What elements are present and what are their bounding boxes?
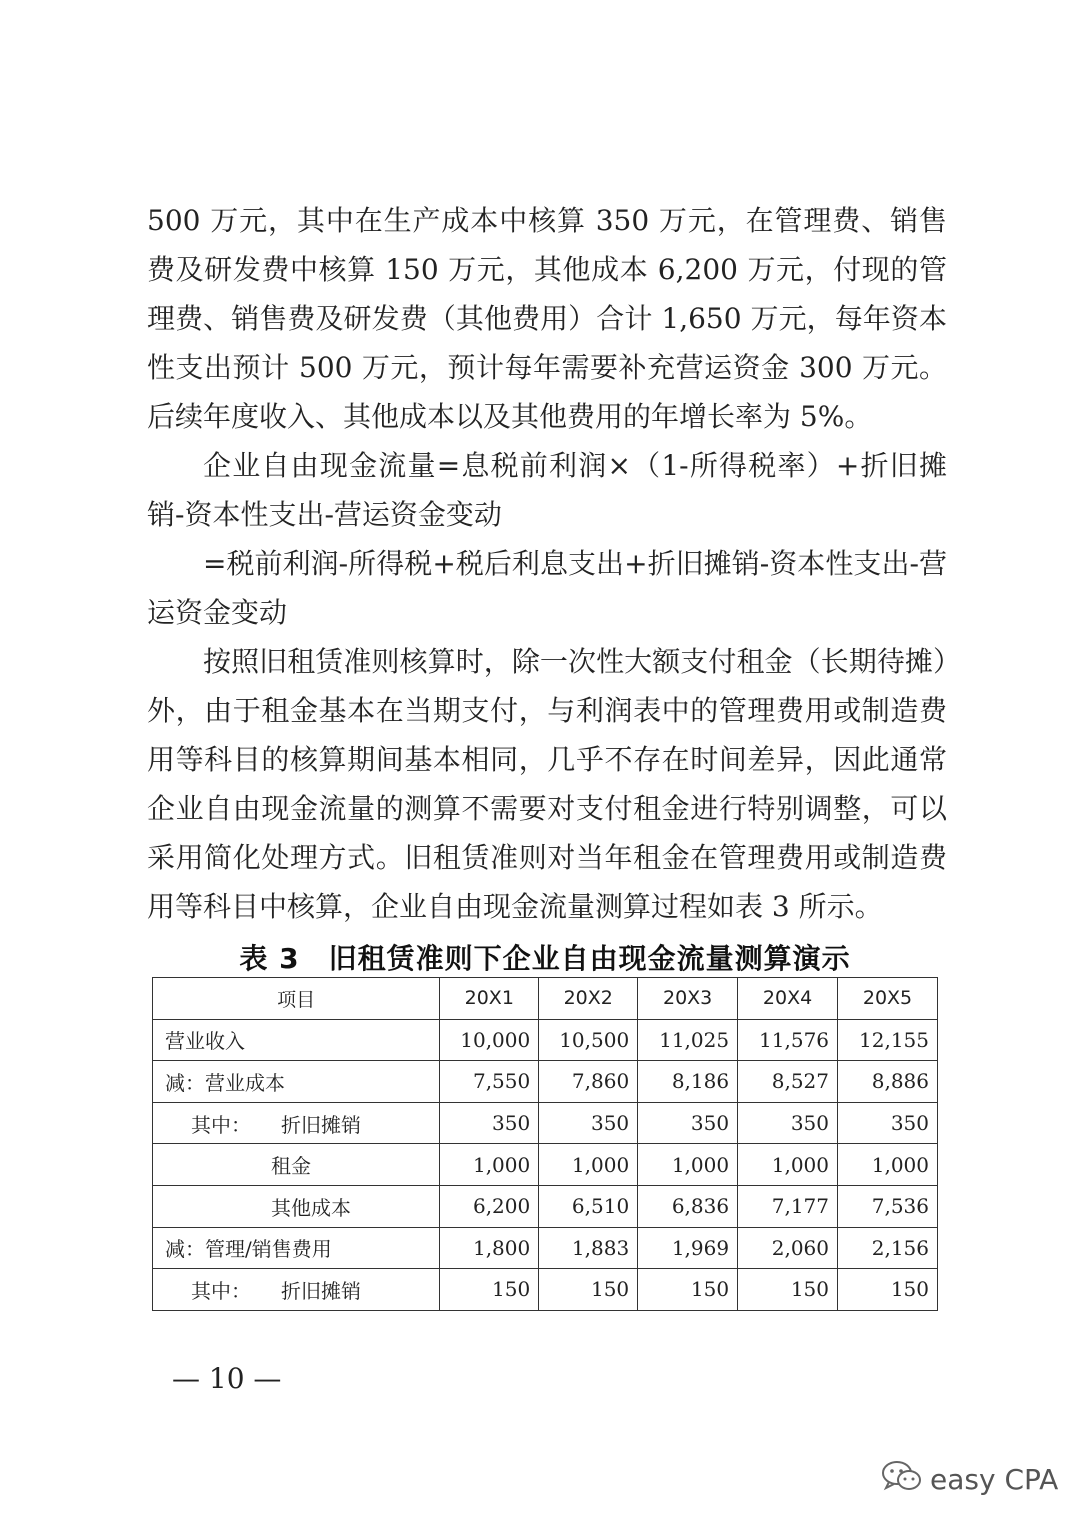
page-number: — 10 — [172, 1362, 282, 1395]
row-label: 其他成本 [153, 1185, 440, 1227]
wechat-icon [880, 1458, 924, 1501]
cell-value: 1,000 [738, 1144, 838, 1186]
cash-flow-table [152, 977, 938, 1311]
cell-value: 350 [738, 1102, 838, 1144]
cell-value: 350 [440, 1102, 539, 1144]
cell-value: 7,860 [539, 1061, 638, 1103]
table-title: 表 3 旧租赁准则下企业自由现金流量测算演示 [239, 942, 851, 975]
row-prefix: 其中： [191, 1278, 251, 1303]
cell-value: 11,025 [638, 1019, 738, 1061]
cell-value: 7,536 [838, 1185, 938, 1227]
cell-value: 1,800 [440, 1227, 539, 1269]
cell-value: 150 [440, 1269, 539, 1311]
watermark-text: easy CPA [930, 1463, 1059, 1496]
cell-value: 8,886 [838, 1061, 938, 1103]
column-header: 20X1 [440, 978, 539, 1020]
column-header: 项目 [153, 978, 440, 1020]
table-row [153, 1019, 938, 1061]
watermark [880, 1458, 1058, 1501]
table-row [153, 1102, 938, 1144]
table-header-row [153, 978, 938, 1020]
paragraph-1: 500 万元，其中在生产成本中核算 350 万元，在管理费、销售费及研发费中核算 150 万元，其他成本 6,200 万元，付现的管理费、销售费及研发费（其他费用）合计 1,650 万元，每年资本性支出预计 500 万元，预计每年需要补充营运资金 300 万元。后续年度收入、其他成本以及其他费用的年增长率为 5%。 [147, 204, 947, 433]
cell-value: 1,000 [838, 1144, 938, 1186]
cell-value: 11,576 [738, 1019, 838, 1061]
cell-value: 2,060 [738, 1227, 838, 1269]
table-row [153, 1227, 938, 1269]
cell-value: 7,550 [440, 1061, 539, 1103]
table-row [153, 1061, 938, 1103]
cell-value: 150 [539, 1269, 638, 1311]
column-header: 20X5 [838, 978, 938, 1020]
cell-value: 10,500 [539, 1019, 638, 1061]
cell-value: 10,000 [440, 1019, 539, 1061]
paragraph-formula-1: 企业自由现金流量=息税前利润×（1-所得税率）+折旧摊销-资本性支出-营运资金变动 [147, 449, 947, 531]
cell-value: 1,000 [539, 1144, 638, 1186]
cell-value: 2,156 [838, 1227, 938, 1269]
row-label: 其中： 折旧摊销 [153, 1102, 440, 1144]
row-label: 减：营业成本 [153, 1061, 440, 1103]
cell-value: 350 [838, 1102, 938, 1144]
cell-value: 1,000 [440, 1144, 539, 1186]
column-header: 20X2 [539, 978, 638, 1020]
row-label: 减：管理/销售费用 [153, 1227, 440, 1269]
cell-value: 350 [638, 1102, 738, 1144]
table-row [153, 1185, 938, 1227]
cell-value: 6,836 [638, 1185, 738, 1227]
column-header: 20X3 [638, 978, 738, 1020]
cell-value: 350 [539, 1102, 638, 1144]
cell-value: 6,510 [539, 1185, 638, 1227]
row-label: 营业收入 [153, 1019, 440, 1061]
cell-value: 1,883 [539, 1227, 638, 1269]
table-row [153, 1144, 938, 1186]
cell-value: 12,155 [838, 1019, 938, 1061]
cell-value: 150 [838, 1269, 938, 1311]
row-label: 租金 [153, 1144, 440, 1186]
row-prefix: 其中： [191, 1112, 251, 1137]
cell-value: 7,177 [738, 1185, 838, 1227]
row-label: 其中： 折旧摊销 [153, 1269, 440, 1311]
paragraph-formula-2: =税前利润-所得税+税后利息支出+折旧摊销-资本性支出-营运资金变动 [147, 547, 947, 629]
cell-value: 6,200 [440, 1185, 539, 1227]
cell-value: 8,186 [638, 1061, 738, 1103]
column-header: 20X4 [738, 978, 838, 1020]
cell-value: 1,969 [638, 1227, 738, 1269]
cell-value: 1,000 [638, 1144, 738, 1186]
cell-value: 8,527 [738, 1061, 838, 1103]
cell-value: 150 [638, 1269, 738, 1311]
paragraph-2: 按照旧租赁准则核算时，除一次性大额支付租金（长期待摊）外，由于租金基本在当期支付，与利润表中的管理费用或制造费用等科目的核算期间基本相同，几乎不存在时间差异，因此通常企业自由现金流量的测算不需要对支付租金进行特别调整，可以采用简化处理方式。旧租赁准则对当年租金在管理费用或制造费用等科目中核算，企业自由现金流量测算过程如表 3 所示。 [147, 645, 947, 923]
table-row [153, 1269, 938, 1311]
cell-value: 150 [738, 1269, 838, 1311]
